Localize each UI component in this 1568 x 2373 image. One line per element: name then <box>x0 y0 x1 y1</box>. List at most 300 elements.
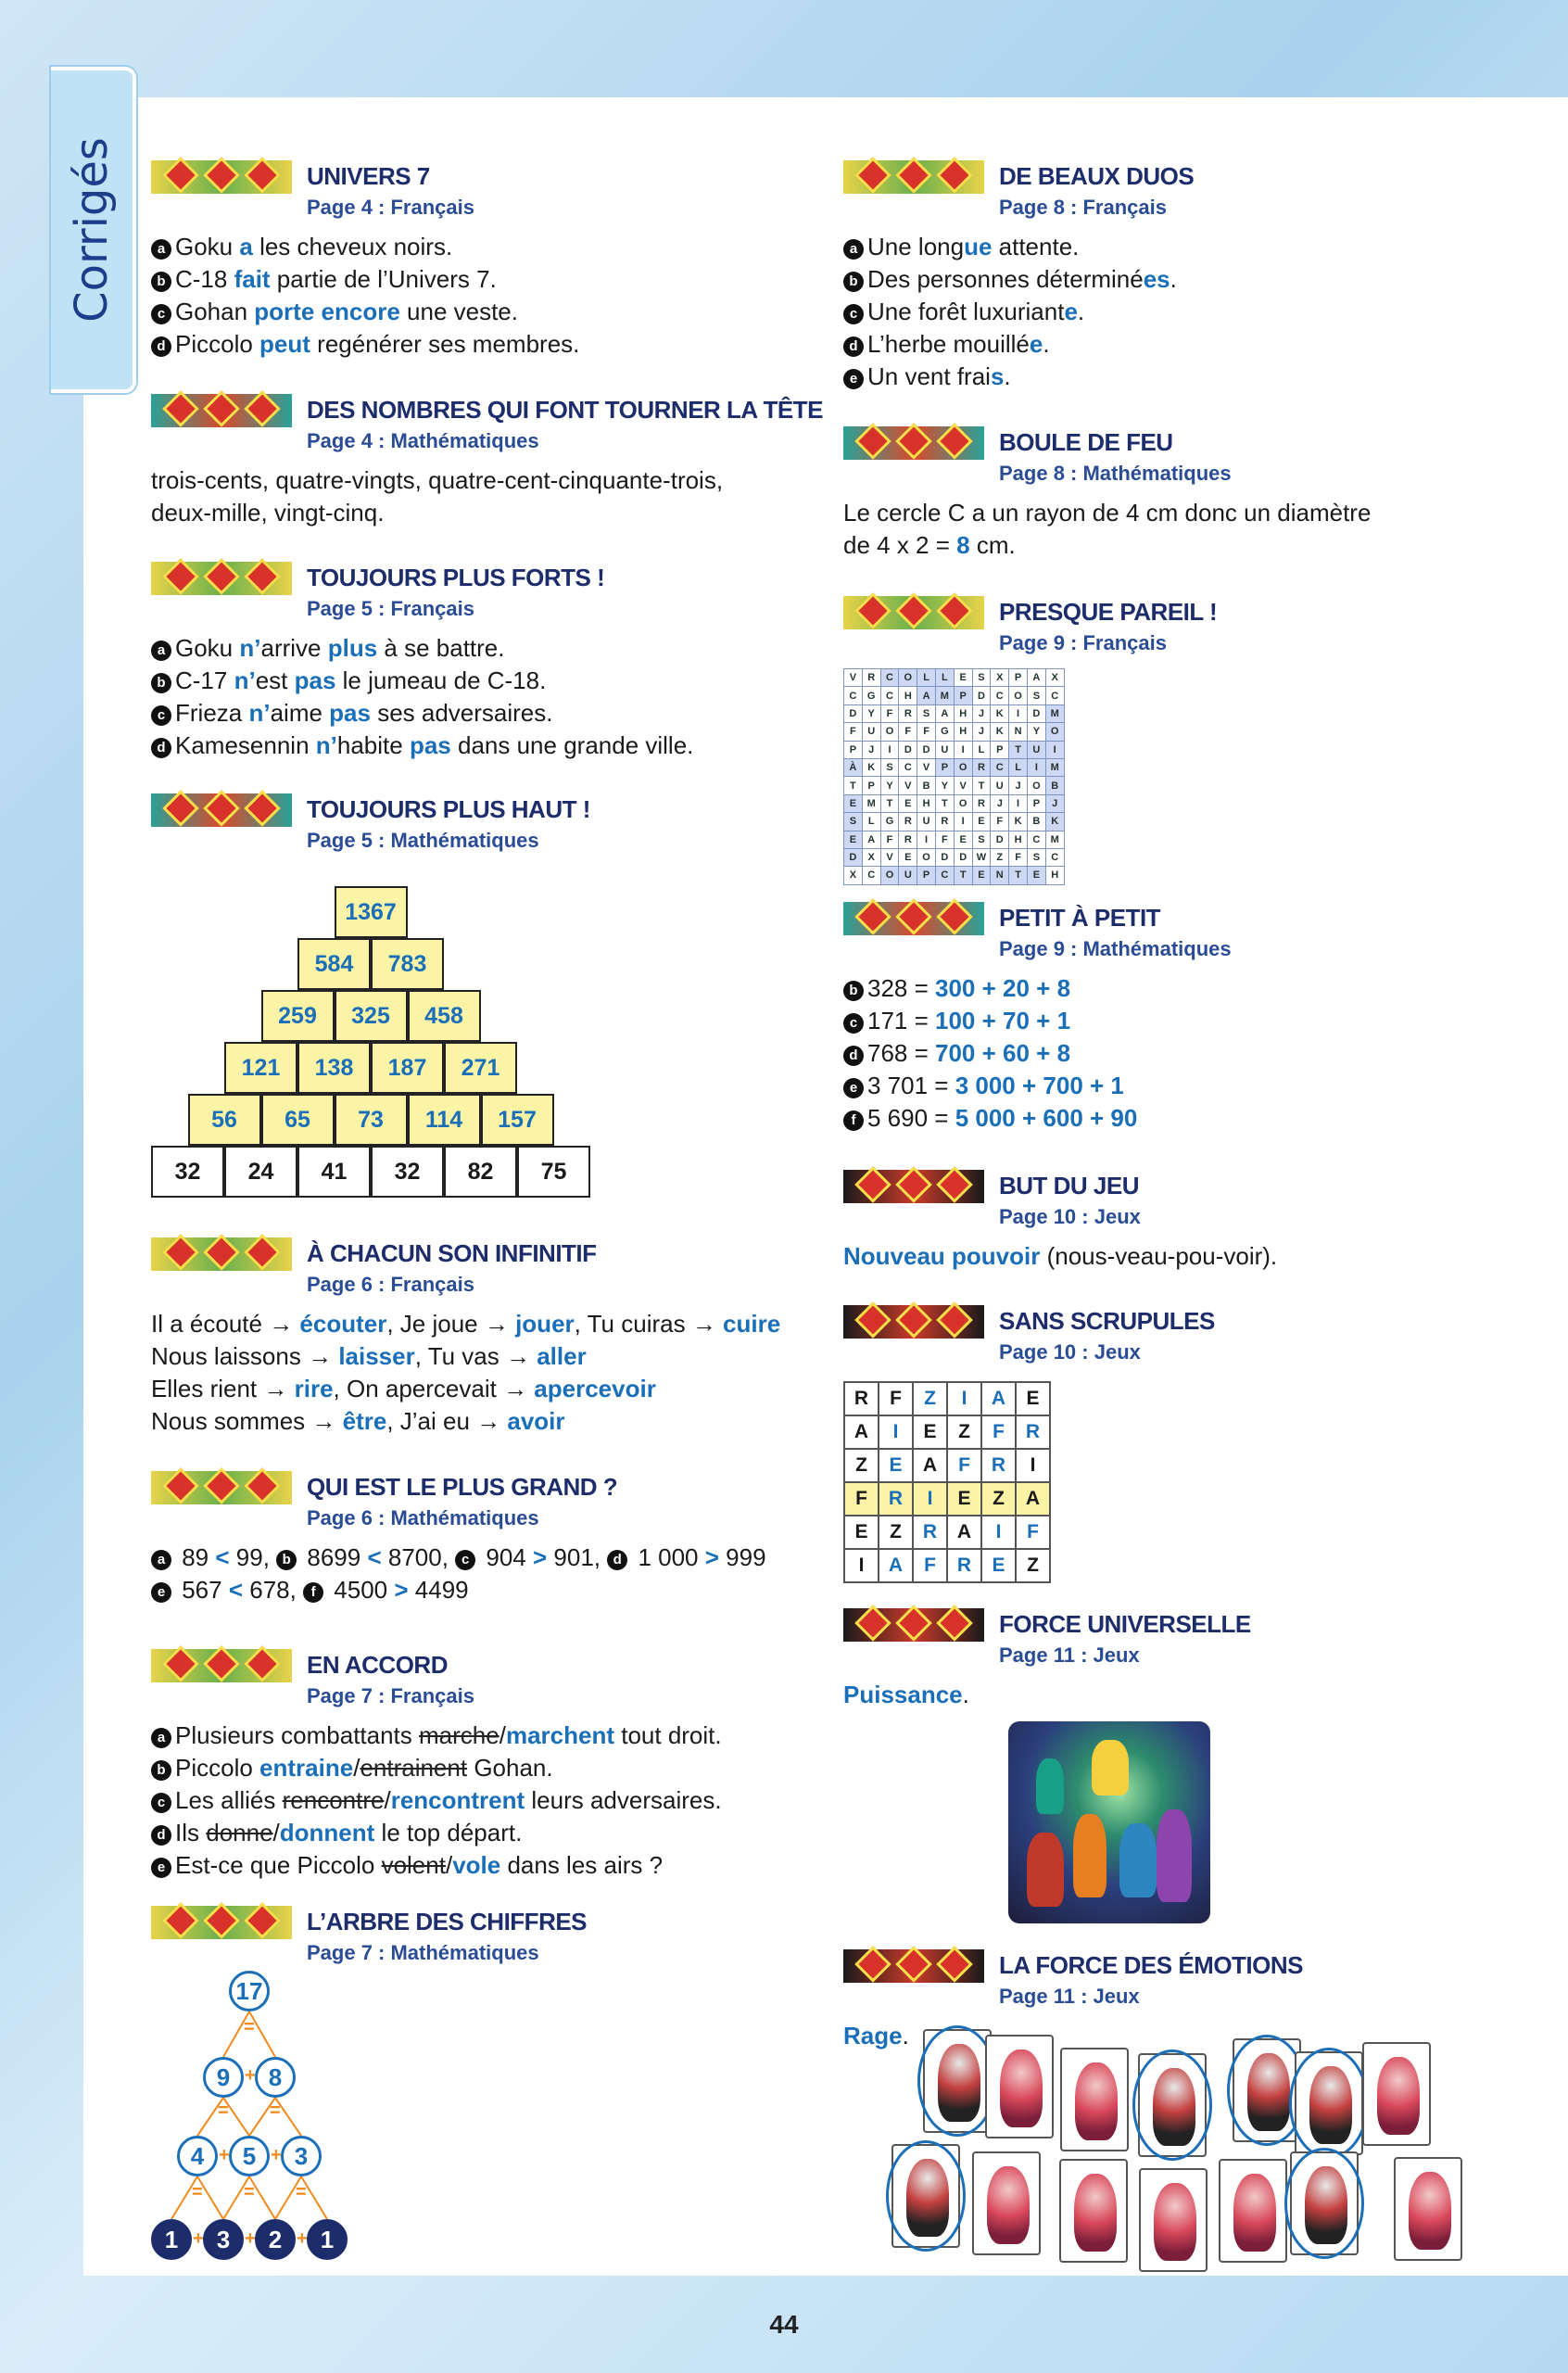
side-tab-label: Corrigés <box>66 137 118 323</box>
grid-cell: À <box>844 758 863 776</box>
grid-cell: B <box>917 777 936 794</box>
grid-cell: T <box>1009 867 1028 884</box>
ornament-band-icon <box>843 596 984 629</box>
text-run: le top départ. <box>374 1819 523 1846</box>
ornament-band-icon <box>151 562 292 595</box>
answer-section <box>843 426 1371 562</box>
text-run: / <box>353 1754 360 1782</box>
grid-cell: C <box>1045 848 1064 866</box>
grid-cell: L <box>935 669 954 687</box>
tree-node: 5 <box>229 2136 270 2176</box>
answer-section <box>843 902 1232 1135</box>
grid-cell: E <box>913 1415 947 1449</box>
grid-cell: C <box>1045 687 1064 704</box>
section-title: FORCE UNIVERSELLE <box>999 1610 1251 1638</box>
text-run: 904 <box>479 1543 533 1571</box>
jiren-figure-icon <box>1000 2049 1043 2127</box>
ornament-diamond-icon <box>162 1234 199 1271</box>
jiren-card <box>1362 2042 1431 2146</box>
text-run: 3 000 + 700 + 1 <box>955 1072 1124 1099</box>
ornament-diamond-icon <box>203 1234 240 1271</box>
section-body <box>843 972 1232 1135</box>
jiren-figure-icon <box>1074 2174 1117 2252</box>
bullet-b-icon: b <box>843 981 864 1001</box>
text-run: 5 000 + 600 + 90 <box>955 1104 1138 1132</box>
grid-cell: P <box>1027 794 1045 812</box>
grid-cell: E <box>1027 867 1045 884</box>
grid-cell: O <box>917 848 936 866</box>
text-run: pas <box>329 699 371 727</box>
ornament-diamond-icon <box>162 558 199 595</box>
grid-cell: E <box>954 831 972 848</box>
grid-cell: J <box>991 794 1009 812</box>
answer-line <box>843 972 1232 1005</box>
text-run: laisser <box>338 1342 415 1370</box>
letter-grid <box>843 1381 1051 1583</box>
answer-line <box>843 328 1177 361</box>
grid-cell: X <box>844 867 863 884</box>
grid-cell: U <box>991 777 1009 794</box>
grid-cell: S <box>1027 687 1045 704</box>
ornament-diamond-icon <box>895 1946 932 1983</box>
text-run: dans les airs ? <box>500 1851 664 1879</box>
text-run: 5 690 = <box>867 1104 955 1132</box>
grid-cell: E <box>879 1449 913 1482</box>
grid-cell: P <box>954 687 972 704</box>
grid-cell: C <box>991 687 1009 704</box>
answer-line <box>151 730 693 762</box>
section-body <box>843 497 1371 562</box>
bullet-c-icon: c <box>151 1793 171 1813</box>
text-run: C-18 <box>175 265 234 293</box>
ornament-diamond-icon <box>162 1645 199 1682</box>
ornament-band-icon <box>843 902 984 935</box>
text-run: / <box>272 1819 280 1846</box>
grid-cell: E <box>844 794 863 812</box>
grid-cell: A <box>947 1516 981 1549</box>
grid-cell: H <box>954 723 972 741</box>
text-run: marchent <box>505 1721 614 1749</box>
grid-cell: D <box>935 848 954 866</box>
grid-cell: R <box>899 831 917 848</box>
pyramid-cell: 114 <box>408 1094 481 1146</box>
grid-cell: C <box>935 867 954 884</box>
pyramid-cell: 41 <box>297 1146 371 1198</box>
grid-cell: P <box>844 741 863 758</box>
ornament-band-icon <box>843 1949 984 1983</box>
grid-row <box>844 794 1065 812</box>
grid-cell: K <box>1009 813 1028 831</box>
grid-cell: F <box>991 813 1009 831</box>
text-run: < <box>228 1576 244 1604</box>
ornament-band-icon <box>843 1170 984 1203</box>
grid-cell: R <box>935 813 954 831</box>
text-run: peut <box>259 330 310 358</box>
grid-cell: T <box>1009 741 1028 758</box>
pyramid-cell: 56 <box>188 1094 261 1146</box>
grid-cell: X <box>991 669 1009 687</box>
grid-cell: V <box>899 777 917 794</box>
text-run: . <box>1043 330 1050 358</box>
grid-cell: D <box>917 741 936 758</box>
grid-cell: H <box>917 794 936 812</box>
answer-line <box>151 665 693 697</box>
ornament-diamond-icon <box>854 1166 891 1203</box>
grid-cell: S <box>1027 848 1045 866</box>
grid-cell: Z <box>879 1516 913 1549</box>
answer-section <box>151 1649 722 1882</box>
text-run: 100 + 70 + 1 <box>935 1007 1071 1034</box>
jiren-figure-icon <box>1409 2172 1451 2250</box>
grid-cell: Y <box>880 777 899 794</box>
text-run: 328 = <box>867 974 936 1002</box>
pyramid-cell: 65 <box>261 1094 335 1146</box>
section-title: PETIT À PETIT <box>999 904 1161 932</box>
ornament-diamond-icon <box>203 558 240 595</box>
grid-cell: R <box>862 669 880 687</box>
grid-cell: P <box>991 741 1009 758</box>
section-title: À CHACUN SON INFINITIF <box>307 1239 597 1267</box>
text-run: rire <box>294 1375 334 1402</box>
grid-cell: L <box>862 813 880 831</box>
section-body <box>843 231 1177 393</box>
grid-cell: F <box>879 1382 913 1415</box>
fighter-figure <box>1036 1758 1064 1814</box>
grid-row <box>844 867 1065 884</box>
grid-cell: G <box>935 723 954 741</box>
text-run: Une forêt luxuriant <box>867 298 1065 325</box>
grid-cell: T <box>972 777 991 794</box>
ornament-diamond-icon <box>936 1605 973 1642</box>
jiren-figure-icon <box>1154 2183 1196 2261</box>
text-run: L’herbe mouillé <box>867 330 1030 358</box>
text-run: Rage <box>843 2022 903 2049</box>
text-run: Une long <box>867 233 965 260</box>
jiren-card <box>972 2151 1041 2255</box>
grid-cell: I <box>947 1382 981 1415</box>
section-header <box>151 394 823 431</box>
text-run: 567 <box>175 1576 229 1604</box>
grid-cell: V <box>954 777 972 794</box>
grid-cell: F <box>844 723 863 741</box>
grid-cell: X <box>862 848 880 866</box>
section-body <box>151 1719 722 1882</box>
section-title: BUT DU JEU <box>999 1172 1140 1199</box>
bullet-f-icon: f <box>843 1110 864 1131</box>
ornament-diamond-icon <box>162 1902 199 1939</box>
tree-operator: + <box>297 2228 308 2249</box>
grid-cell: I <box>981 1516 1016 1549</box>
text-run: pas <box>409 731 451 759</box>
section-subtitle: Page 8 : Français <box>999 196 1167 219</box>
grid-cell: R <box>844 1382 879 1415</box>
pyramid-cell: 1367 <box>335 886 408 938</box>
text-run: Gohan <box>175 298 255 325</box>
tree-operator: + <box>245 2065 256 2086</box>
text-run: . <box>902 2022 909 2049</box>
grid-cell: S <box>880 758 899 776</box>
answer-line <box>151 1817 722 1849</box>
grid-cell: U <box>917 813 936 831</box>
text-run: Un vent frai <box>867 362 991 390</box>
answer-line <box>151 1719 722 1752</box>
section-header <box>843 426 1371 463</box>
grid-cell: A <box>844 1415 879 1449</box>
answer-line <box>843 231 1177 263</box>
grid-cell: U <box>899 867 917 884</box>
ornament-diamond-icon <box>936 1946 973 1983</box>
ornament-diamond-icon <box>203 1902 240 1939</box>
grid-cell: I <box>1016 1449 1050 1482</box>
grid-cell: D <box>844 848 863 866</box>
text-run: Kamesennin <box>175 731 316 759</box>
pyramid-cell: 187 <box>371 1042 444 1094</box>
grid-cell: F <box>947 1449 981 1482</box>
bullet-d-icon: d <box>151 1825 171 1846</box>
grid-cell: R <box>1016 1415 1050 1449</box>
answer-section <box>843 160 1195 393</box>
pyramid-cell: 73 <box>335 1094 408 1146</box>
ornament-diamond-icon <box>203 157 240 194</box>
grid-cell: R <box>899 704 917 722</box>
text-run: regénérer ses membres. <box>310 330 580 358</box>
grid-cell: F <box>899 723 917 741</box>
section-title: SANS SCRUPULES <box>999 1307 1215 1335</box>
answer-section <box>151 394 823 529</box>
text-run: / <box>445 1851 453 1879</box>
grid-cell: W <box>972 848 991 866</box>
section-subtitle: Page 10 : Jeux <box>999 1340 1141 1364</box>
answer-section <box>843 1170 1277 1273</box>
section-header <box>151 1649 722 1686</box>
answer-line <box>151 1784 722 1817</box>
grid-cell: S <box>844 813 863 831</box>
grid-cell: D <box>844 704 863 722</box>
grid-cell: R <box>899 813 917 831</box>
text-run: e <box>1064 298 1078 325</box>
grid-cell: R <box>913 1516 947 1549</box>
section-header <box>843 1305 1215 1342</box>
text-run: Gohan. <box>467 1754 553 1782</box>
grid-row <box>844 1516 1050 1549</box>
pyramid-cell: 138 <box>297 1042 371 1094</box>
grid-cell: Z <box>947 1415 981 1449</box>
answer-section <box>151 793 590 1185</box>
grid-cell: R <box>981 1449 1016 1482</box>
grid-cell: I <box>1027 758 1045 776</box>
section-body <box>151 1542 766 1606</box>
grid-cell: E <box>947 1482 981 1516</box>
grid-cell: F <box>935 831 954 848</box>
section-subtitle: Page 5 : Français <box>307 597 474 620</box>
ornament-diamond-icon <box>203 1645 240 1682</box>
text-run: , Tu vas → <box>414 1342 537 1370</box>
text-run: rencontrent <box>390 1786 525 1814</box>
text-run: aime <box>270 699 330 727</box>
grid-cell: L <box>972 741 991 758</box>
section-subtitle: Page 4 : Français <box>307 196 474 219</box>
text-run: être <box>342 1407 387 1435</box>
text-run: habite <box>336 731 410 759</box>
section-header <box>151 793 590 831</box>
grid-cell: A <box>913 1449 947 1482</box>
text-run: Goku <box>175 634 240 662</box>
pyramid-cell: 32 <box>371 1146 444 1198</box>
text-run: à se battre. <box>377 634 505 662</box>
section-subtitle: Page 7 : Mathématiques <box>307 1941 539 1964</box>
grid-cell: H <box>1009 831 1028 848</box>
grid-cell: K <box>991 723 1009 741</box>
tree-operator: = <box>192 2182 203 2202</box>
ornament-band-icon <box>151 394 292 427</box>
grid-cell: N <box>991 867 1009 884</box>
page-number: 44 <box>769 2310 799 2339</box>
tree-node: 9 <box>203 2057 244 2098</box>
text-run: (nous-veau-pou-voir). <box>1040 1242 1278 1270</box>
bullet-e-icon: e <box>151 1582 171 1603</box>
ornament-diamond-icon <box>244 1467 281 1504</box>
ornament-diamond-icon <box>244 390 281 427</box>
grid-cell: A <box>879 1549 913 1582</box>
ornament-diamond-icon <box>854 157 891 194</box>
grid-cell: I <box>917 831 936 848</box>
grid-row <box>844 813 1065 831</box>
bullet-e-icon: e <box>843 1078 864 1098</box>
ornament-diamond-icon <box>936 1166 973 1203</box>
bullet-d-icon: d <box>151 336 171 357</box>
section-subtitle: Page 7 : Français <box>307 1684 474 1707</box>
section-subtitle: Page 10 : Jeux <box>999 1205 1141 1228</box>
text-run: cuire <box>723 1310 781 1338</box>
answer-line <box>151 1574 766 1606</box>
text-run: leurs adversaires. <box>525 1786 722 1814</box>
answer-line <box>151 231 579 263</box>
ornament-diamond-icon <box>244 1234 281 1271</box>
jiren-figure-icon <box>987 2166 1030 2244</box>
grid-cell: T <box>935 794 954 812</box>
grid-cell: U <box>862 723 880 741</box>
grid-cell: O <box>1045 723 1064 741</box>
bullet-a-icon: a <box>151 239 171 260</box>
pyramid-cell: 82 <box>444 1146 517 1198</box>
answer-line <box>151 1752 722 1784</box>
fighter-figure <box>1119 1823 1157 1897</box>
text-run: avoir <box>507 1407 565 1435</box>
text-run: ue <box>964 233 993 260</box>
answer-section <box>151 160 579 361</box>
grid-cell: S <box>972 669 991 687</box>
grid-cell: K <box>862 758 880 776</box>
tree-operator: + <box>271 2145 282 2165</box>
grid-cell: R <box>947 1549 981 1582</box>
circled-mark-icon <box>1289 2048 1369 2159</box>
text-run: vole <box>452 1851 501 1879</box>
text-run: entraine <box>259 1754 354 1782</box>
pyramid-cell: 584 <box>297 938 371 990</box>
section-body <box>843 1679 1140 1711</box>
grid-cell: G <box>862 687 880 704</box>
jiren-figure-icon <box>1377 2057 1420 2135</box>
grid-cell: E <box>899 794 917 812</box>
ornament-diamond-icon <box>244 1645 281 1682</box>
grid-cell: I <box>844 1549 879 1582</box>
grid-cell: E <box>954 669 972 687</box>
tree-operator: + <box>193 2228 204 2249</box>
ornament-diamond-icon <box>895 1166 932 1203</box>
text-run: e <box>1029 330 1043 358</box>
grid-cell: Z <box>844 1449 879 1482</box>
grid-cell: F <box>880 704 899 722</box>
text-run: Nous sommes → <box>151 1407 343 1435</box>
text-run: Puissance <box>843 1681 963 1708</box>
bullet-e-icon: e <box>151 1858 171 1878</box>
section-subtitle: Page 11 : Jeux <box>999 1985 1140 2008</box>
text-line: Le cercle C a un rayon de 4 cm donc un diamètre <box>843 499 1372 527</box>
section-header <box>843 1170 1277 1207</box>
ornament-band-icon <box>151 1649 292 1682</box>
grid-cell: M <box>862 794 880 812</box>
ornament-diamond-icon <box>854 1301 891 1339</box>
ornament-diamond-icon <box>936 157 973 194</box>
text-run: 999 <box>718 1543 766 1571</box>
answer-section <box>843 1949 1303 2052</box>
ornament-diamond-icon <box>854 1605 891 1642</box>
section-subtitle: Page 9 : Français <box>999 631 1167 654</box>
tree-node: 2 <box>255 2219 296 2260</box>
text-run: les cheveux noirs. <box>252 233 453 260</box>
answer-line <box>843 1070 1232 1102</box>
grid-cell: R <box>972 758 991 776</box>
jiren-card <box>1059 2159 1128 2263</box>
tree-operator: = <box>270 2100 281 2121</box>
jiren-card <box>1060 2048 1129 2151</box>
grid-row <box>844 777 1065 794</box>
tree-node: 17 <box>229 1971 270 2011</box>
tree-node: 3 <box>203 2219 244 2260</box>
section-body <box>151 231 579 361</box>
text-run: Frieza <box>175 699 249 727</box>
answer-line <box>151 1373 780 1405</box>
text-line: deux-mille, vingt-cinq. <box>151 499 385 527</box>
pyramid-cell: 259 <box>261 990 335 1042</box>
section-header <box>151 1237 780 1275</box>
grid-cell: I <box>1009 704 1028 722</box>
answer-line <box>843 296 1177 328</box>
grid-cell: C <box>880 669 899 687</box>
grid-row <box>844 704 1065 722</box>
section-title: QUI EST LE PLUS GRAND ? <box>307 1473 618 1501</box>
grid-cell: A <box>981 1382 1016 1415</box>
pyramid-cell: 32 <box>151 1146 224 1198</box>
fighter-figure <box>1157 1809 1192 1902</box>
text-run: 700 + 60 + 8 <box>935 1039 1071 1067</box>
section-title: DES NOMBRES QUI FONT TOURNER LA TÊTE <box>307 396 823 424</box>
struck-word: marche <box>419 1721 499 1749</box>
grid-cell: E <box>844 1516 879 1549</box>
grid-row <box>844 1449 1050 1482</box>
text-run: 4499 <box>408 1576 469 1604</box>
grid-cell: U <box>935 741 954 758</box>
grid-cell: X <box>1045 669 1064 687</box>
bullet-c-icon: c <box>843 1013 864 1034</box>
fighter-figure <box>1073 1814 1106 1897</box>
text-run: Nouveau pouvoir <box>843 1242 1041 1270</box>
grid-cell: M <box>1045 758 1064 776</box>
bullet-c-icon: c <box>151 705 171 726</box>
ornament-diamond-icon <box>936 898 973 935</box>
grid-row <box>844 1549 1050 1582</box>
text-line <box>843 529 1371 562</box>
